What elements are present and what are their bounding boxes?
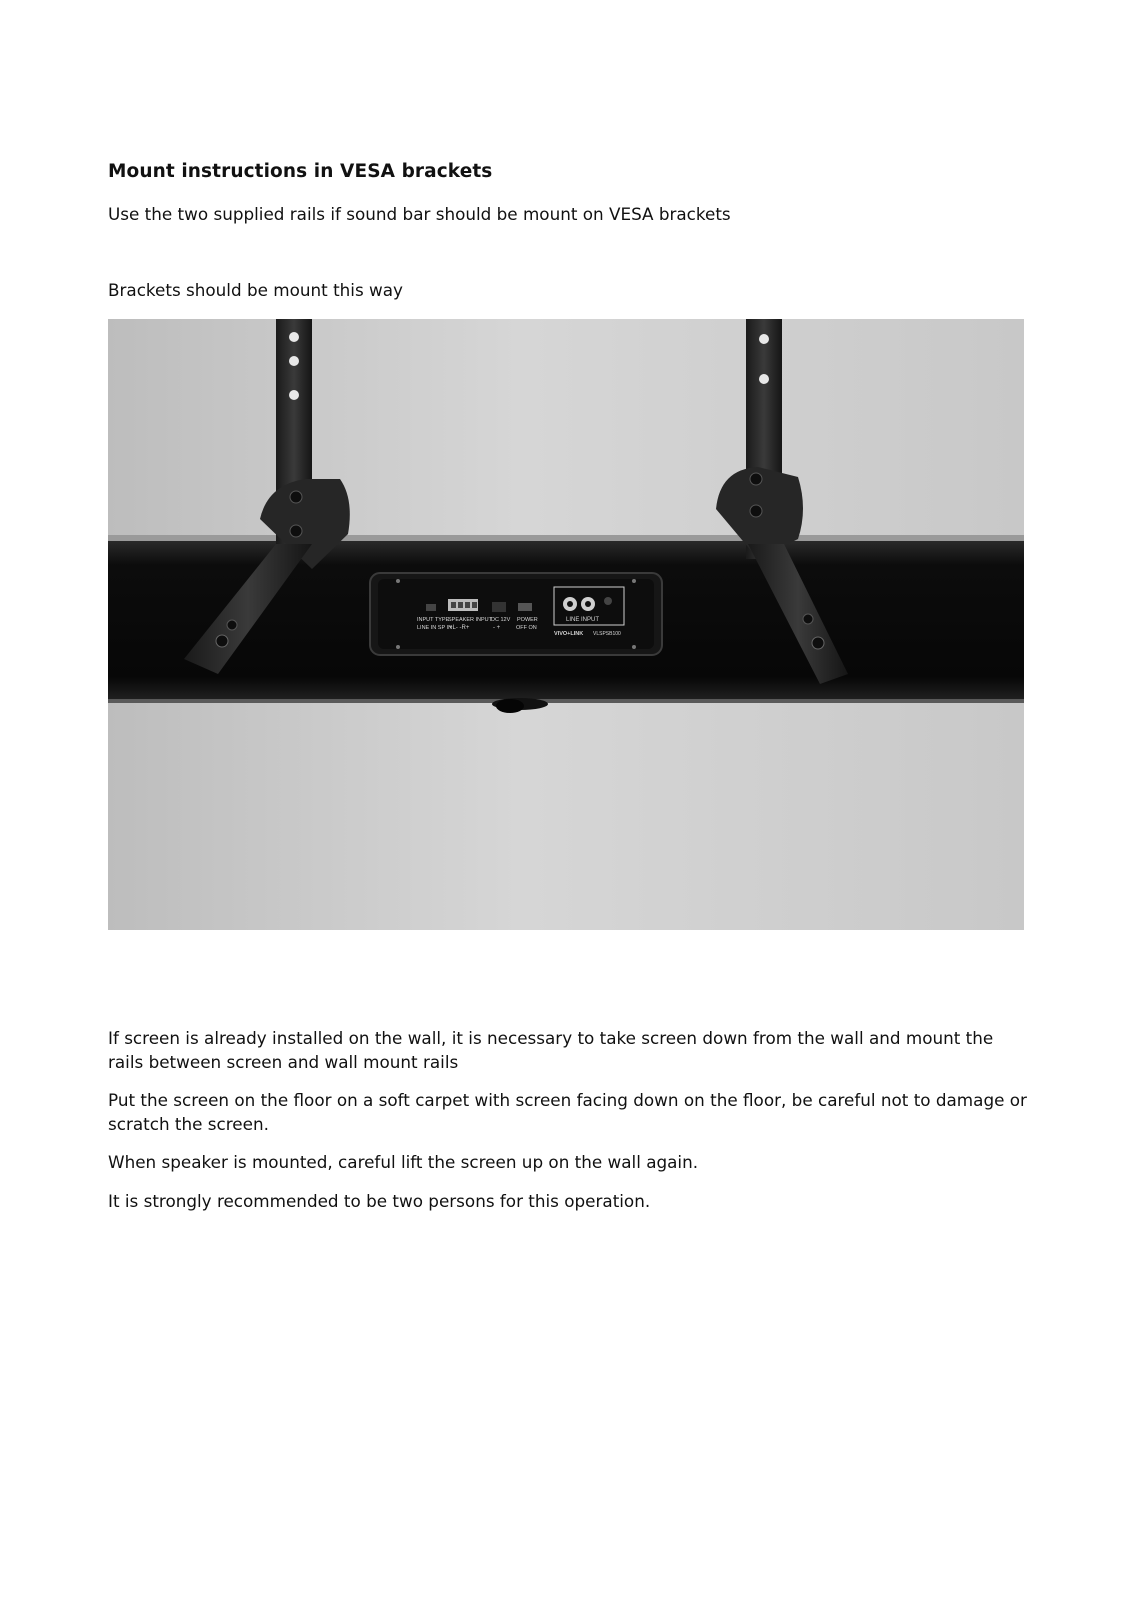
label-speaker-input-values: +L- -R+ [449,625,470,631]
input-type-switch [426,604,436,611]
instruction-paragraph: When speaker is mounted, careful lift the screen up on the wall again. [108,1152,699,1172]
label-input-type-values: LINE IN SP IN [417,625,453,631]
power-switch [518,603,532,611]
label-brand: VIVO+LINK [554,631,584,637]
label-model: VLSPSB100 [593,631,621,637]
label-power-values: OFF ON [516,625,537,631]
label-line-input: LINE INPUT [566,617,600,623]
page-heading: Mount instructions in VESA brackets [108,161,493,182]
instruction-paragraph: It is strongly recommended to be two persons for this operation. [108,1191,651,1211]
instruction-paragraph: Put the screen on the floor on a soft carpet with screen facing down on the floor, be careful not to damage or scratch the screen. [108,1090,1027,1134]
label-power: POWER [517,617,538,623]
instruction-paragraph: If screen is already installed on the wall, it is necessary to take screen down from the wall and mount the rails between screen and wall mount rails [108,1028,994,1072]
sound-bar-photo [108,319,1024,930]
label-dc: DC 12V [491,617,511,623]
dc-jack [492,602,506,612]
intro-text: Use the two supplied rails if sound bar should be mount on VESA brackets [108,204,731,224]
photo-caption: Brackets should be mount this way [108,280,403,300]
connector-panel [370,573,662,655]
label-input-type: INPUT TYPE [417,617,450,623]
label-speaker-input: SPEAKER INPUT [448,617,493,623]
label-dc-values: - + [493,625,501,631]
